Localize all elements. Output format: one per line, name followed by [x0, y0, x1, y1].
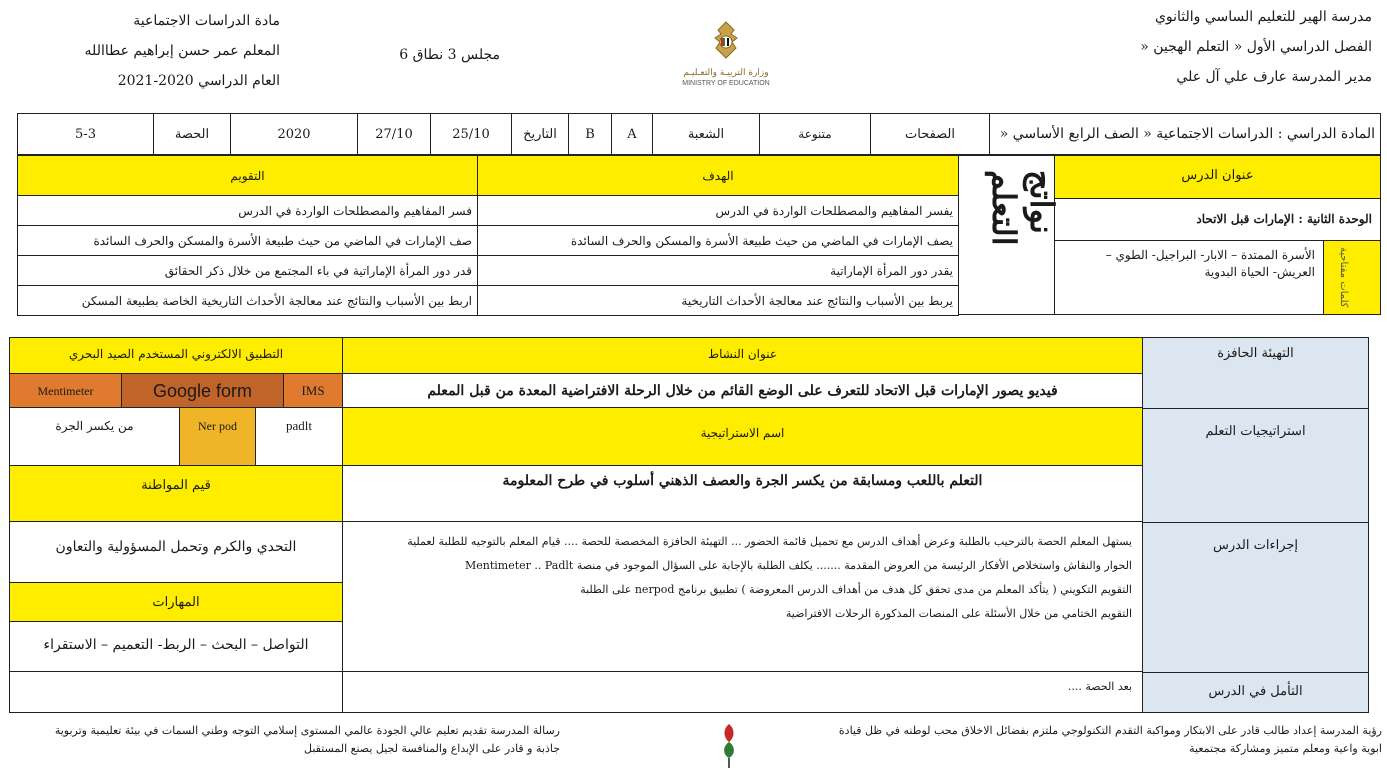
strategy-text: التعلم باللعب ومسابقة من يكسر الجرة والعصف الذهني أسلوب في طرح المعلومة	[343, 466, 1142, 522]
keywords-text: الأسرة الممتدة – الابار- البراجيل- الطوي – العريش- الحياة البدوية	[1054, 241, 1323, 315]
principal-name: مدير المدرسة عارف علي آل علي	[1176, 69, 1372, 85]
skills-header: المهارات	[10, 582, 342, 622]
activity-text: فيديو يصور الإمارات قبل الاتحاد للتعرف على الوضع القائم من خلال الرحلة الافتراضية المعدة من قبل المعلم	[343, 374, 1142, 408]
school-mission: رسالة المدرسة تقديم تعليم عالي الجودة عالمي المستوى إسلامي التوجه وطني السمات في بيئة تعليمية وتربوية جاذبة و قادر على الإبداع والمنافسة لجيل يصنع المستقبل	[54, 724, 560, 755]
header-right	[1052, 8, 1372, 86]
keywords-side-text: كلمات مفتاحية	[1338, 246, 1349, 308]
tool-padlet: padlt	[256, 408, 342, 466]
lesson-section	[17, 155, 1381, 315]
footer-emblem-icon	[712, 720, 746, 770]
motivation-label: التهيئة الحافزة	[1217, 346, 1294, 361]
goal-row: يفسر المفاهيم والمصطلحات الواردة في الدرس	[478, 196, 959, 226]
procedures-label: إجراءات الدرس	[1212, 538, 1299, 553]
eval-row: قدر دور المرأة الإماراتية في باء المجتمع من خلال ذكر الحقائق	[18, 256, 478, 286]
term-label: الفصل الدراسي الأول « التعلم الهجين «	[1140, 39, 1372, 55]
reflection-text: بعد الحصة ....	[1067, 680, 1132, 693]
date-a: 25/10	[431, 114, 512, 155]
pages-value: متنوعة	[760, 114, 871, 155]
subject-title: مادة الدراسات الاجتماعية	[133, 13, 280, 29]
header-left	[60, 12, 280, 90]
activity-section	[9, 337, 1369, 713]
lesson-title-label: عنوان الدرس	[1054, 155, 1381, 199]
subject-cell: المادة الدراسي : الدراسات الاجتماعية « الصف الرابع الأساسي «	[990, 114, 1381, 155]
pages-label: الصفحات	[871, 114, 990, 155]
lesson-unit: الوحدة الثانية : الإمارات قبل الاتحاد	[1054, 199, 1381, 241]
ministry-english: MINISTRY OF EDUCATION	[682, 80, 770, 87]
goals-eval-table	[17, 155, 959, 316]
academic-year: العام الدراسي 2020-2021	[117, 73, 280, 89]
council-label: مجلس 3 نطاق 6	[399, 47, 500, 63]
goal-header: الهدف	[478, 156, 959, 196]
section-a: A	[612, 114, 653, 155]
info-table	[17, 113, 1381, 155]
tool-nerpod: Ner pod	[180, 408, 256, 466]
citizenship-header: قيم المواطنة	[10, 466, 342, 522]
goal-row: يصف الإمارات في الماضي من حيث طبيعة الأسرة والمسكن والحرف السائدة	[478, 226, 959, 256]
activity-title-header: عنوان النشاط	[343, 338, 1142, 374]
middle-column	[343, 338, 1142, 712]
strategy-header: اسم الاستراتيجية	[343, 408, 1142, 466]
section-label: الشعبة	[653, 114, 760, 155]
eval-header: التقويم	[18, 156, 478, 196]
goal-row: يربط بين الأسباب والنتائج عند معالجة الأحداث التاريخية	[478, 286, 959, 316]
skills-text: التواصل – البحث – الربط- التعميم – الاستقراء	[10, 622, 342, 672]
labels-column	[1142, 338, 1368, 712]
eval-row: فسر المفاهيم والمصطلحات الواردة في الدرس	[18, 196, 478, 226]
period-label: الحصة	[154, 114, 231, 155]
procedures-text	[343, 522, 1142, 672]
tool-break-jar: من يكسر الجرة	[10, 408, 180, 466]
period-value: 5-3	[18, 114, 154, 155]
section-b: B	[569, 114, 612, 155]
strategies-label: استراتيجيات التعلم	[1205, 424, 1306, 439]
year-cell: 2020	[231, 114, 358, 155]
procedure-line: التقويم التكويني ( يتأكد المعلم من مدى تحقق كل هدف من أهداف الدرس المعروضة ) تطبيق برنامج nerpod على الطلبة	[580, 583, 1132, 596]
date-b: 27/10	[358, 114, 431, 155]
teacher-name: المعلم عمر حسن إبراهيم عطاالله	[84, 43, 280, 59]
procedure-line: التقويم الختامي من خلال الأسئلة على المنصات المذكورة الرحلات الافتراضية	[785, 607, 1132, 620]
school-vision: رؤية المدرسة إعداد طالب قادر على الابتكار ومواكبة التقدم التكنولوجي ملتزم بفضائل الاخلاق محب لوطنه في ظل قيادة ابوية واعية ومعلم متميز ومشاركة مجتمعية	[838, 724, 1382, 755]
learning-outcomes-text: نواتج التعلم	[985, 170, 1061, 246]
app-header: التطبيق الالكتروني المستخدم الصيد البحري	[10, 338, 342, 374]
procedure-line: يستهل المعلم الحصة بالترحيب بالطلبة وعرض أهداف الدرس مع تحميل قائمة الحضور ... التهيئة الحافزة المخصصة للحصة .... قيام المعلم بالتوجيه للطلبة لعملية	[407, 535, 1132, 548]
ministry-arabic: وزارة التربيـة والتعـليـم	[683, 68, 769, 78]
ministry-logo	[666, 18, 786, 98]
procedure-line: الحوار والنقاش واستخلاص الأفكار الرئيسة من العروض المقدمة ....... يكلف الطلبة بالإجابة على السؤال الموجود في منصة Mentimeter .. Padlt	[464, 559, 1132, 572]
keywords-side-label	[1323, 241, 1381, 315]
app-button-ims[interactable]: IMS	[284, 374, 342, 408]
values-text: التحدي والكرم وتحمل المسؤولية والتعاون	[55, 539, 297, 555]
date-label: التاريخ	[512, 114, 569, 155]
eval-row: اربط بين الأسباب والنتائج عند معالجة الأحداث التاريخية الخاصة بطبيعة المسكن	[18, 286, 478, 316]
app-button-mentimeter[interactable]: Mentimeter	[10, 374, 122, 408]
app-button-google-form[interactable]: Google form	[122, 374, 284, 408]
left-column	[10, 338, 343, 712]
learning-outcomes-column	[959, 155, 1061, 315]
reflection-label: التأمل في الدرس	[1208, 684, 1303, 699]
eval-row: صف الإمارات في الماضي من حيث طبيعة الأسرة والمسكن والحرف السائدة	[18, 226, 478, 256]
goal-row: يقدر دور المرأة الإماراتية	[478, 256, 959, 286]
emirates-emblem-icon	[701, 18, 751, 64]
school-name: مدرسة الهير للتعليم الساسي والثانوي	[1154, 9, 1372, 25]
